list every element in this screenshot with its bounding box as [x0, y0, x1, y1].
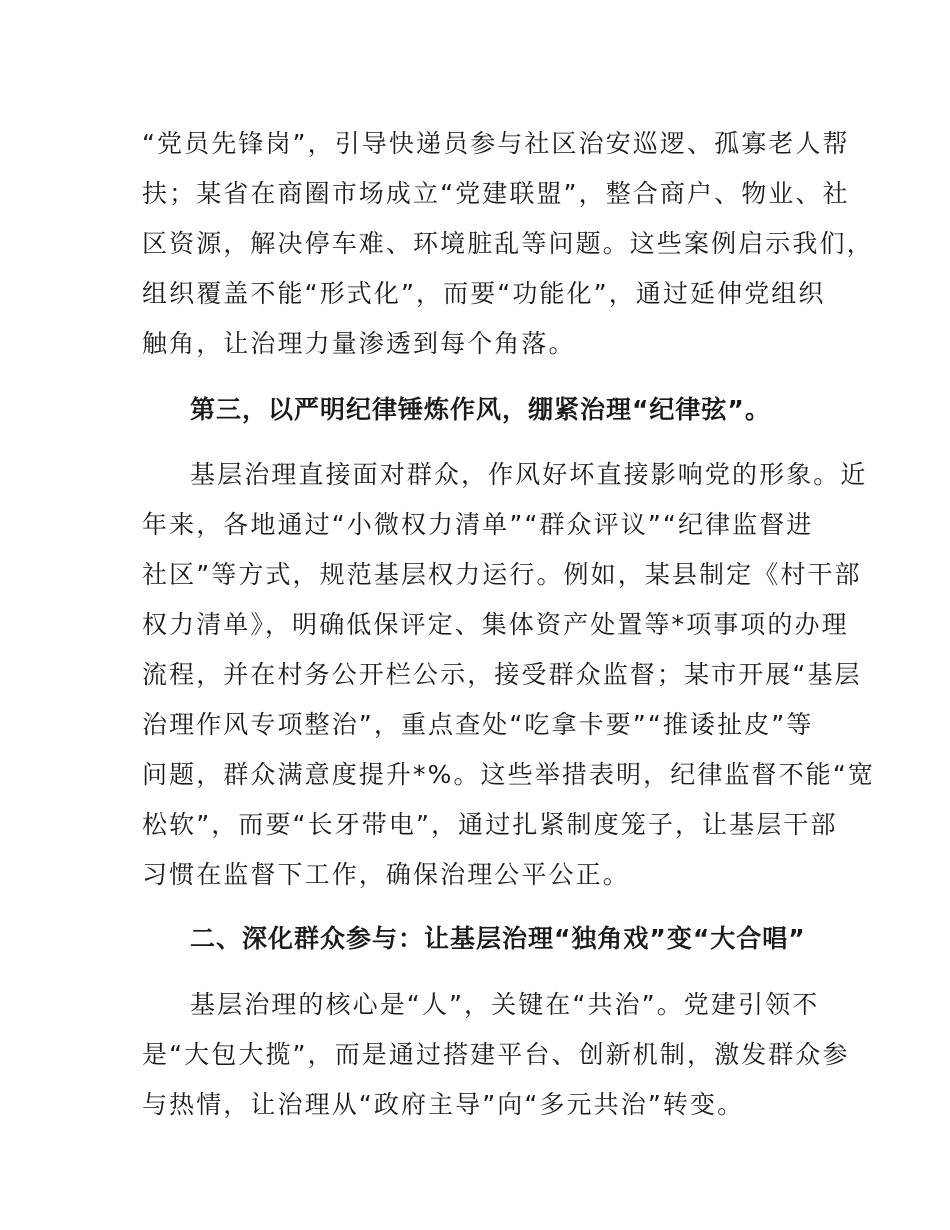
paragraph-line: 治理作风专项整治”，重点查处“吃拿卡要”“推诿扯皮”等 — [142, 710, 814, 739]
paragraph-line: 是“大包大揽”，而是通过搭建平台、创新机制，激发群众参 — [142, 1040, 850, 1069]
paragraph-line: 与热情，让治理从“政府主导”向“多元共治”转变。 — [142, 1090, 745, 1119]
paragraph-line: 问题，群众满意度提升*%。这些举措表明，纪律监督不能“宽 — [142, 760, 876, 789]
paragraph-line: 流程，并在村务公开栏公示，接受群众监督；某市开展“基层 — [142, 660, 862, 689]
section-heading: 二、深化群众参与：让基层治理“独角戏”变“大合唱” — [190, 924, 806, 953]
paragraph-line: 社区”等方式，规范基层权力运行。例如，某县制定《村干部 — [142, 560, 862, 589]
paragraph-line: “党员先锋岗”，引导快递员参与社区治安巡逻、孤寡老人帮 — [142, 129, 850, 158]
paragraph-line: 年来，各地通过“小微权力清单”“群众评议”“纪律监督进 — [142, 510, 814, 539]
paragraph-line: 组织覆盖不能“形式化”，而要“功能化”，通过延伸党组织 — [142, 279, 826, 308]
paragraph-line: 触角，让治理力量渗透到每个角落。 — [142, 329, 576, 358]
paragraph-line: 基层治理直接面对群众，作风好坏直接影响党的形象。近 — [190, 460, 868, 489]
subsection-heading: 第三，以严明纪律锤炼作风，绷紧治理“纪律弦”。 — [190, 395, 771, 424]
paragraph-line: 扶；某省在商圈市场成立“党建联盟”，整合商户、物业、社 — [142, 179, 850, 208]
paragraph-line: 习惯在监督下工作，确保治理公平公正。 — [142, 860, 630, 889]
paragraph-line: 松软”，而要“长牙带电”，通过扎紧制度笼子，让基层干部 — [142, 810, 838, 839]
paragraph-line: 区资源，解决停车难、环境脏乱等问题。这些案例启示我们， — [142, 229, 874, 258]
paragraph-line: 权力清单》，明确低保评定、集体资产处置等*项事项的办理 — [142, 610, 849, 639]
paragraph-line: 基层治理的核心是“人”，关键在“共治”。党建引领不 — [190, 990, 820, 1019]
